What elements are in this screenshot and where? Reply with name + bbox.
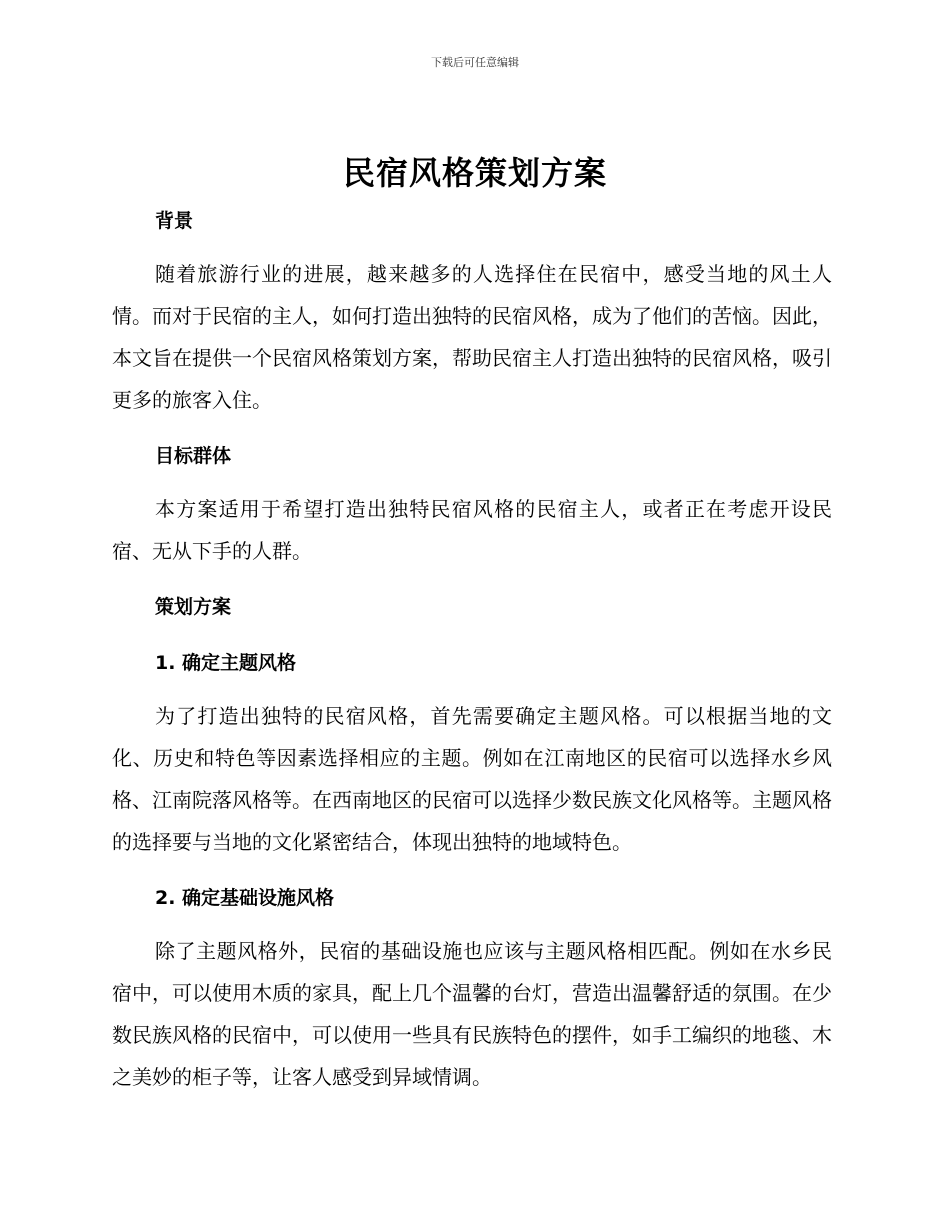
section-heading-background: 背景 bbox=[155, 210, 194, 232]
page-title: 民宿风格策划方案 bbox=[342, 154, 607, 192]
paragraph-background: 随着旅游行业的进展，越来越多的人选择住在民宿中，感受当地的风土人情。而对于民宿的主人，如何打造出独特的民宿风格，成为了他们的苦恼。因此，本文旨在提供一个民宿风格策划方案，帮助民宿主人打造出独特的民宿风格，吸引更多的旅客入住。 bbox=[112, 262, 832, 412]
document-body bbox=[112, 200, 832, 1098]
paragraph-theme: 为了打造出独特的民宿风格，首先需要确定主题风格。可以根据当地的文化、历史和特色等因素选择相应的主题。例如在江南地区的民宿可以选择水乡风格、江南院落风格等。在西南地区的民宿可以选择少数民族文化风格等。主题风格的选择要与当地的文化紧密结合，体现出独特的地域特色。 bbox=[112, 704, 832, 854]
section-heading-facility: 2. 确定基础设施风格 bbox=[155, 887, 335, 909]
header-note: 下载后可任意编辑 bbox=[431, 56, 519, 69]
section-heading-theme: 1. 确定主题风格 bbox=[155, 652, 297, 674]
section-heading-target: 目标群体 bbox=[155, 445, 232, 467]
paragraph-target: 本方案适用于希望打造出独特民宿风格的民宿主人，或者正在考虑开设民宿、无从下手的人群。 bbox=[112, 497, 832, 563]
paragraph-facility: 除了主题风格外，民宿的基础设施也应该与主题风格相匹配。例如在水乡民宿中，可以使用木质的家具，配上几个温馨的台灯，营造出温馨舒适的氛围。在少数民族风格的民宿中，可以使用一些具有民族特色的摆件，如手工编织的地毯、木之美妙的柜子等，让客人感受到异域情调。 bbox=[112, 939, 832, 1089]
section-heading-plan: 策划方案 bbox=[155, 596, 232, 618]
